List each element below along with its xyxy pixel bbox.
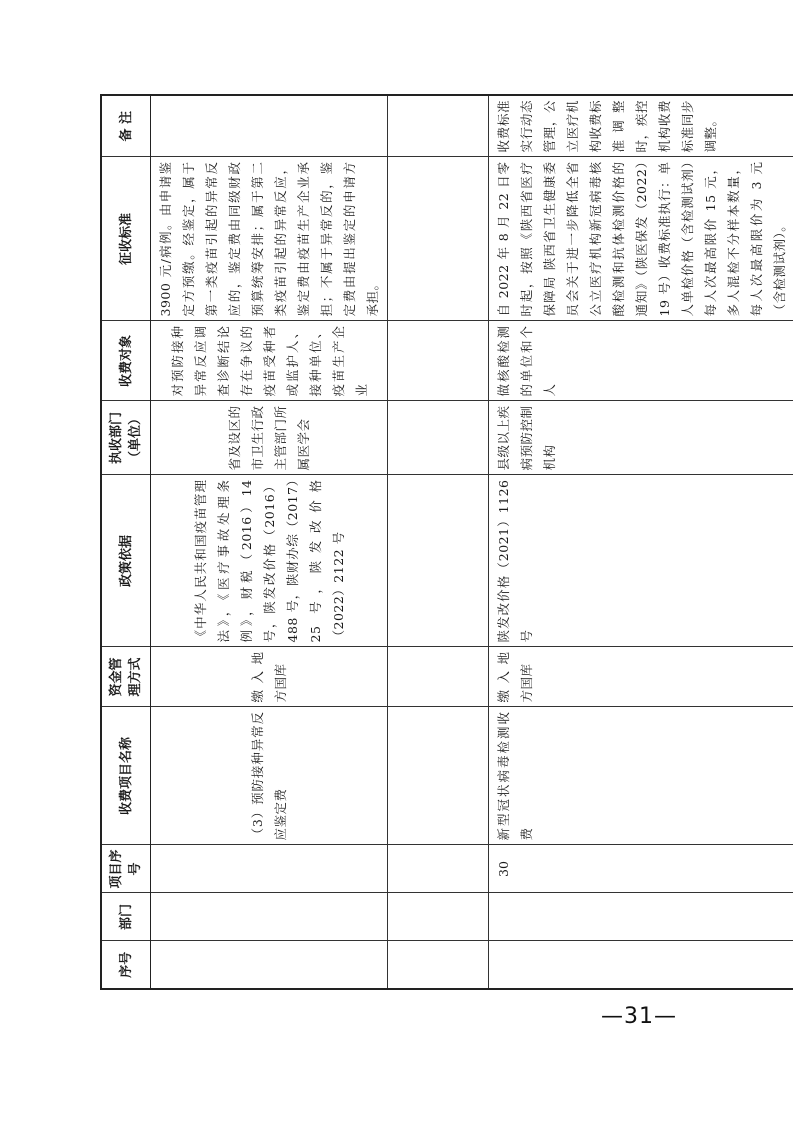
header-item-seq: 项目序号 (101, 845, 151, 893)
header-fund-mgmt: 资金管理方式 (101, 647, 151, 707)
cell-payer (388, 321, 489, 401)
cell-payer: 做核酸检测的单位和个人 (489, 321, 793, 401)
table-row (489, 95, 793, 989)
cell-seq (388, 941, 489, 989)
fee-table (100, 94, 793, 990)
header-dept: 部门 (101, 893, 151, 941)
cell-policy (388, 475, 489, 647)
cell-item-name (388, 707, 489, 845)
cell-collector: 县级以上疾病预防控制机构 (489, 401, 793, 475)
cell-note: 收费标准实行动态管理，公立医疗机构收费标准调整时，疾控机构收费标准同步调整。 (489, 95, 793, 157)
header-item-name: 收费项目名称 (101, 707, 151, 845)
header-collector: 执收部门（单位） (101, 401, 151, 475)
page-number: —31— (601, 1004, 677, 1029)
cell-standard: 自 2022 年 8 月 22 日零时起，按照《陕西省医疗保障局 陕西省卫生健康委员会关于进一步降低全省公立医疗机构新冠病毒核酸检测和抗体检测价格的通知》（陕医保发（2022）19 号）收费标准执行：单人单检价格（含检测试剂）每人次最高限价 15 元，多人混检不分样本数量，每人次最高限价为 3 元（含检测试剂）。 (489, 157, 793, 321)
cell-item-seq: 30 (489, 845, 793, 893)
cell-collector (388, 401, 489, 475)
cell-fund-mgmt: 缴入地方国库 (151, 647, 388, 707)
cell-item-name: （3）预防接种异常反应鉴定费 (151, 707, 388, 845)
cell-standard: 3900 元/病例。由申请鉴定方预缴。经鉴定，属于第一类疫苗引起的异常反应的，鉴定费由同级财政预算统筹安排；属于第二类疫苗引起的异常反应，鉴定费由疫苗生产企业承担；不属于异常反的，鉴定费由提出鉴定的申请方承担。 (151, 157, 388, 321)
cell-collector: 省及设区的市卫生行政主管部门所属医学会 (151, 401, 388, 475)
cell-fund-mgmt: 缴入地方国库 (489, 647, 793, 707)
cell-item-seq (151, 845, 388, 893)
cell-item-name: 新型冠状病毒检测收费 (489, 707, 793, 845)
cell-dept (151, 893, 388, 941)
cell-payer: 对预防接种异常反应调查诊断结论存在争议的疫苗受种者或监护人、接种单位、疫苗生产企业 (151, 321, 388, 401)
header-standard: 征收标准 (101, 157, 151, 321)
header-seq: 序号 (101, 941, 151, 989)
table-header-row (101, 95, 151, 989)
header-policy: 政策依据 (101, 475, 151, 647)
cell-policy: 陕发改价格（2021）1126 号 (489, 475, 793, 647)
table-row (388, 95, 489, 989)
table-row (151, 95, 388, 989)
cell-seq (489, 941, 793, 989)
cell-fund-mgmt (388, 647, 489, 707)
cell-dept (489, 893, 793, 941)
header-note: 备 注 (101, 95, 151, 157)
cell-dept (388, 893, 489, 941)
cell-policy: 《中华人民共和国疫苗管理法》，《医疗事故处理条例》，财税（2016）14 号，陕发改价格（2016）488 号，陕财办综（2017）25 号，陕发改价格（2022）2122 号 (151, 475, 388, 647)
cell-standard (388, 157, 489, 321)
cell-note (151, 95, 388, 157)
cell-seq (151, 941, 388, 989)
cell-note (388, 95, 489, 157)
rotated-table-frame (100, 100, 787, 990)
header-payer: 收费对象 (101, 321, 151, 401)
cell-item-seq (388, 845, 489, 893)
